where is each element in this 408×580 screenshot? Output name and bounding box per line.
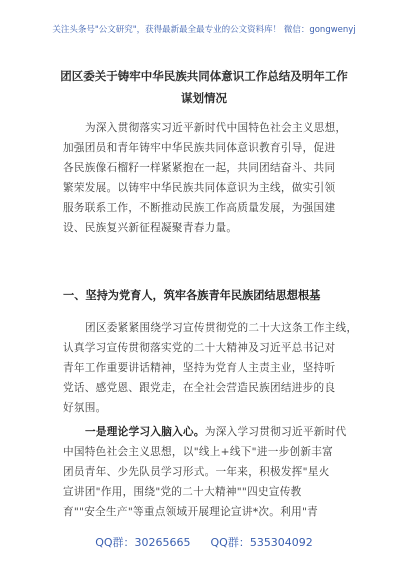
section1-line: 团区委紧紧围绕学习宣传贯彻党的二十大这条工作主线，: [85, 322, 358, 334]
section1-line: 好氛围。: [63, 402, 107, 414]
section1-line: 认真学习宣传贯彻落实党的二十大精神及习近平总书记对: [63, 342, 336, 354]
document-title-line1: 团区委关于铸牢中华民族共同体意识工作总结及明年工作: [60, 69, 348, 83]
intro-line: 加强团员和青年铸牢中华民族共同体意识教育引导，促进: [63, 142, 336, 154]
footer-qq-group-1: QQ群：30265665: [95, 536, 191, 549]
intro-line: 为深入贯彻落实习近平新时代中国特色社会主义思想，: [85, 122, 347, 134]
subsection-theory-study: [63, 422, 368, 522]
subsection-first-line-rest: 为深入学习贯彻习近平新时代: [204, 426, 347, 438]
subsection-line: 团员青年、少先队员学习形式。一年来，积极发挥"星火: [63, 466, 330, 478]
subsection-first-line: [63, 422, 368, 442]
intro-line: 设、民族复兴新征程凝聚青春力量。: [63, 222, 238, 234]
section1-line: 青年工作重要讲话精神，坚持为党育人主责主业，坚持听: [63, 362, 336, 374]
promo-banner: 关注头条号"公文研究"，获得最新最全最专业的公文资料库！ 微信：gongwenyj: [52, 25, 356, 35]
document-title-line2: 谋划情况: [181, 91, 227, 105]
footer-contacts: [0, 534, 408, 550]
intro-line: 各民族像石榴籽一样紧紧抱在一起，共同团结奋斗、共同: [63, 162, 336, 174]
subsection-line: 宣讲团"作用，围绕"党的二十大精神""四史宣传教: [63, 486, 302, 498]
subsection-bold-lead: 一是理论学习入脑入心。: [85, 426, 205, 438]
subsection-line: 中国特色社会主义思想，以"线上+线下"进一步创新丰富: [63, 446, 334, 458]
section-heading-1: 一、坚持为党育人，筑牢各族青年民族团结思想根基: [63, 288, 321, 302]
section1-line: 党话、感党恩、跟党走，在全社会营造民族团结进步的良: [63, 382, 336, 394]
subsection-line: 育""安全生产"等重点领域开展理论宣讲*次。利用"青: [63, 506, 319, 518]
intro-line: 繁荣发展。以铸牢中华民族共同体意识为主线，做实引领: [63, 182, 336, 194]
footer-qq-group-2: QQ群：535304092: [210, 536, 313, 549]
intro-line: 服务联系工作，不断推动民族工作高质量发展，为强国建: [63, 202, 336, 214]
intro-paragraph: [63, 118, 368, 238]
section1-paragraph: [63, 318, 368, 418]
